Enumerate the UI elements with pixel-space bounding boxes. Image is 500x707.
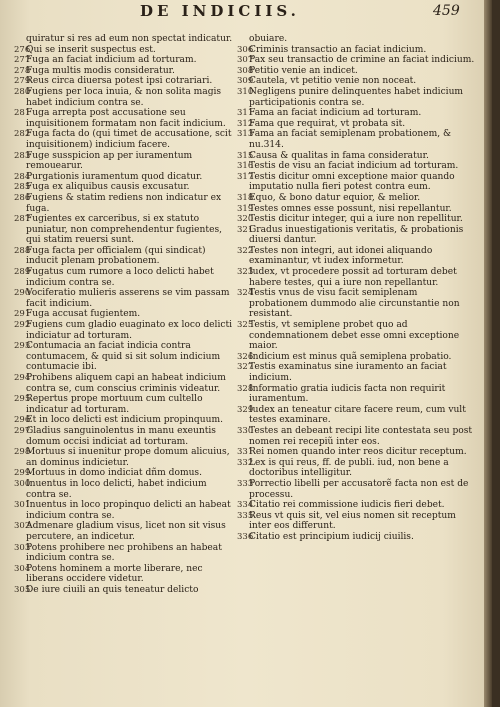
entry-text: Fugatus cum rumore a loco delicti habet indicium contra se. xyxy=(26,267,214,288)
entry-number: 328 xyxy=(237,383,254,394)
index-entry xyxy=(237,87,475,108)
entry-number: 332 xyxy=(237,457,254,468)
index-entry xyxy=(14,66,238,77)
entry-text: Gradus inuestigationis veritatis, & probationis diuersi dantur. xyxy=(249,224,464,246)
entry-text: Rei nomen quando inter reos dicitur receptum. xyxy=(249,447,467,458)
index-entry xyxy=(237,151,475,162)
entry-text: Testes an debeant recipi lite contestata seu post nomen rei recepiũ inter eos. xyxy=(249,425,473,447)
entry-number: 320 xyxy=(237,214,254,225)
entry-text: Fuga arrepta post accusatione seu inquisitionem formatam non facit indicium. xyxy=(26,108,226,129)
entry-text: Purgationis iuramentum quod dicatur. xyxy=(26,171,203,182)
index-entry xyxy=(237,458,475,479)
running-head: DE INDICIIS. xyxy=(140,2,300,20)
entry-number: 295 xyxy=(14,394,31,405)
index-entry xyxy=(14,373,238,394)
entry-text: De iure ciuili an quis teneatur delicto xyxy=(26,584,199,595)
entry-text: Testis, vt semiplene probet quo ad condemnationem debet esse omni exceptione maior. xyxy=(249,320,460,352)
index-entry xyxy=(237,129,475,150)
entry-text: Testes omnes esse possunt, nisi repellantur. xyxy=(249,203,452,214)
index-entry xyxy=(14,129,238,150)
entry-text: Fugiens per loca inuia, & non solita magis habet indicium contra se. xyxy=(26,86,222,108)
index-entry xyxy=(14,543,238,564)
entry-number: 309 xyxy=(237,76,254,87)
entry-number: 281 xyxy=(14,108,31,119)
entry-number: 282 xyxy=(14,129,31,140)
entry-number: 302 xyxy=(14,521,31,532)
index-entry xyxy=(237,161,475,172)
entry-number: 315 xyxy=(237,150,254,161)
index-entry xyxy=(237,352,475,363)
entry-number: 323 xyxy=(237,267,254,278)
continuation-line: obuiare. xyxy=(249,34,288,44)
entry-number: 291 xyxy=(14,309,31,320)
index-entry xyxy=(14,76,238,87)
entry-text: Negligens punire delinquentes habet indicium participationis contra se. xyxy=(249,86,464,108)
entry-number: 289 xyxy=(14,267,31,278)
index-entry xyxy=(237,511,475,532)
entry-text: Fuge susspicion ap per iuramentum remouearur. xyxy=(26,150,193,172)
entry-text: Fuga multis modis consideratur. xyxy=(26,65,175,76)
entry-text: Informatio gratia iudicis facta non requirit iuramentum. xyxy=(249,383,446,405)
entry-text: Testis dicitur omni exceptione maior quando imputatio nulla fieri potest contra eum. xyxy=(249,171,455,193)
entry-text: Vociferatio mulieris asserens se vim passam facit indicium. xyxy=(26,288,230,309)
entry-number: 305 xyxy=(14,584,31,595)
entry-text: Fugiens & statim rediens non indicatur ex fuga. xyxy=(26,192,222,214)
entry-text: Mortuus si inuenitur prope domum alicuius, an dominus indicietur. xyxy=(26,447,230,468)
entry-text: Fama an faciat semiplenam probationem, & nu.314. xyxy=(249,129,452,150)
entry-number: 333 xyxy=(237,478,254,489)
entry-text: Porrectio libelli per accusatorẽ facta non est de processu. xyxy=(249,478,469,500)
entry-text: Pax seu transactio de crimine an faciat indicium. xyxy=(249,55,475,66)
entry-text: Testis dicitur integer, qui a iure non repellitur. xyxy=(249,214,463,225)
entry-text: Fuga accusat fugientem. xyxy=(26,309,141,320)
index-entry xyxy=(14,500,238,521)
entry-number: 326 xyxy=(237,351,254,362)
entry-text: Fugientes ex carceribus, si ex statuto puniatur, non comprehendentur fugientes, qui statim reuersi sunt. xyxy=(26,214,223,246)
entry-number: 293 xyxy=(14,341,31,352)
entry-number: 313 xyxy=(237,129,254,140)
index-entry xyxy=(14,87,238,108)
entry-number: 331 xyxy=(237,447,254,458)
index-entry xyxy=(14,585,238,596)
index-entry xyxy=(237,479,475,500)
entry-text: Gladius sanguinolentus in manu exeuntis domum occisi indiciat ad torturam. xyxy=(26,425,216,447)
entry-text: Fugiens cum gladio euaginato ex loco delicti indiciatur ad torturam. xyxy=(26,320,233,341)
entry-number: 335 xyxy=(237,510,254,521)
entry-text: Lex is qui reus, ff. de publi. iud, non bene a doctoribus intelligitur. xyxy=(249,457,449,479)
index-entry xyxy=(237,246,475,267)
entry-text: Iudex an teneatur citare facere reum, cum vult testes examinare. xyxy=(249,404,466,426)
entry-text: Fuga facta do (qui timet de accusatione, scit inquisitionem) indicium facere. xyxy=(26,129,232,150)
entry-number: 308 xyxy=(237,65,254,76)
entry-text: Citatio est principium iudicij ciuilis. xyxy=(249,531,414,542)
entry-number: 304 xyxy=(14,563,31,574)
entry-number: 327 xyxy=(237,362,254,373)
index-entry xyxy=(237,288,475,320)
index-entry xyxy=(14,309,238,320)
index-entry xyxy=(14,108,238,129)
entry-text: Contumacia an faciat indicia contra contumacem, & quid si sit solum indicium contumacie ibi. xyxy=(26,341,221,373)
continuation-line: quiratur si res ad eum non spectat indicatur. xyxy=(26,34,233,44)
entry-number: 280 xyxy=(14,86,31,97)
index-entry xyxy=(237,204,475,215)
index-entry xyxy=(14,246,238,267)
index-entry xyxy=(237,384,475,405)
entry-text: Qui se inserit suspectus est. xyxy=(26,44,156,55)
entry-text: Cautela, vt petitio venie non noceat. xyxy=(249,76,417,87)
index-entry xyxy=(237,426,475,447)
entry-text: Iudex, vt procedere possit ad torturam debet habere testes, qui a iure non repellantur. xyxy=(249,267,457,288)
entry-text: Fuga ex aliquibus causis excusatur. xyxy=(26,182,190,193)
page-header xyxy=(0,2,492,24)
entry-text: Equo, & bono datur equior, & melior. xyxy=(249,192,421,203)
entry-text: Criminis transactio an faciat indicium. xyxy=(249,44,427,55)
entry-text: Reus vt quis sit, vel eius nomen sit receptum inter eos differunt. xyxy=(249,510,456,532)
entry-number: 294 xyxy=(14,373,31,383)
index-entry xyxy=(14,394,238,415)
index-entry xyxy=(14,55,238,66)
index-entry xyxy=(237,214,475,225)
index-entry xyxy=(237,225,475,246)
index-entry xyxy=(237,267,475,288)
index-entry xyxy=(237,66,475,77)
index-entry xyxy=(14,479,238,500)
index-entry xyxy=(237,45,475,56)
index-entry xyxy=(14,151,238,172)
entry-text: Repertus prope mortuum cum cultello indicatur ad torturam. xyxy=(26,394,203,415)
index-entry xyxy=(14,468,238,479)
entry-list xyxy=(14,45,238,596)
entry-number: 334 xyxy=(237,500,254,511)
entry-text: Inuentus in loco delicti, habet indicium contra se. xyxy=(26,478,207,500)
index-entry xyxy=(14,320,238,341)
index-entry xyxy=(14,172,238,183)
index-entry xyxy=(237,108,475,119)
entry-text: Potens hominem a morte liberare, nec liberans occidere videtur. xyxy=(26,563,203,585)
entry-text: Fama que requirat, vt probata sit. xyxy=(249,118,406,129)
entry-number: 298 xyxy=(14,447,31,458)
index-entry xyxy=(237,193,475,204)
index-entry xyxy=(14,193,238,214)
index-entry xyxy=(237,76,475,87)
index-entry xyxy=(237,320,475,352)
entry-number: 297 xyxy=(14,425,31,436)
entry-text: Causa & qualitas in fama consideratur. xyxy=(249,150,429,161)
entry-number: 286 xyxy=(14,192,31,203)
entry-text: Prohibens aliquem capi an habeat indicium contra se, cum conscius criminis videatur. xyxy=(26,373,226,394)
entry-number: 319 xyxy=(237,203,254,214)
entry-number: 336 xyxy=(237,531,254,542)
entry-text: Fuga an faciat indicium ad torturam. xyxy=(26,55,197,66)
entry-number: 330 xyxy=(237,425,254,436)
entry-number: 283 xyxy=(14,150,31,161)
index-entry xyxy=(14,267,238,288)
entry-text: Inuentus in loco propinquo delicti an habeat indicium contra se. xyxy=(26,500,231,521)
entry-text: Indicium est minus quã semiplena probatio. xyxy=(249,351,452,362)
entry-text: Testis de visu an faciat indicium ad torturam. xyxy=(249,161,459,172)
index-entry xyxy=(14,45,238,56)
entry-number: 279 xyxy=(14,76,31,87)
entry-number: 311 xyxy=(237,108,254,119)
entry-number: 321 xyxy=(237,224,254,235)
entry-number: 285 xyxy=(14,182,31,193)
index-entry xyxy=(237,447,475,458)
index-entry xyxy=(14,341,238,373)
index-entry xyxy=(237,405,475,426)
entry-text: Mortuus in domo indiciat dñm domus. xyxy=(26,468,202,479)
entry-number: 306 xyxy=(237,44,254,55)
index-entry xyxy=(14,288,238,309)
entry-text: Fama an faciat indicium ad torturam. xyxy=(249,108,422,119)
index-entry xyxy=(237,362,475,383)
entry-number: 324 xyxy=(237,288,254,299)
index-entry xyxy=(14,214,238,246)
entry-number: 310 xyxy=(237,86,254,97)
entry-number: 300 xyxy=(14,478,31,489)
entry-number: 299 xyxy=(14,468,31,479)
entry-number: 318 xyxy=(237,192,254,203)
index-entry xyxy=(14,521,238,542)
index-entry xyxy=(14,426,238,447)
entry-number: 325 xyxy=(237,320,254,331)
entry-text: Testes non integri, aut idonei aliquando examinantur, vt iudex informetur. xyxy=(249,245,433,267)
index-entry xyxy=(14,447,238,468)
index-entry xyxy=(237,119,475,130)
entry-list xyxy=(237,45,475,543)
index-entry xyxy=(14,182,238,193)
entry-number: 290 xyxy=(14,288,31,299)
entry-text: Admenare gladium visus, licet non sit visus percutere, an indicetur. xyxy=(26,521,226,542)
entry-number: 292 xyxy=(14,320,31,331)
index-column-left xyxy=(14,34,238,595)
entry-number: 317 xyxy=(237,171,254,182)
index-entry xyxy=(237,532,475,543)
entry-number: 301 xyxy=(14,500,31,511)
entry-text: Reus circa diuersa potest ipsi cotrariari. xyxy=(26,76,213,87)
entry-number: 307 xyxy=(237,55,254,66)
entry-number: 288 xyxy=(14,245,31,256)
entry-text: Testis vnus de visu facit semiplenam probationem dummodo alie circunstantie non resistant. xyxy=(249,288,460,320)
index-entry xyxy=(237,172,475,193)
entry-number: 287 xyxy=(14,214,31,225)
index-entry xyxy=(14,564,238,585)
entry-number: 284 xyxy=(14,171,31,182)
index-column-right xyxy=(237,34,475,543)
page-number: 459 xyxy=(433,3,460,19)
entry-number: 303 xyxy=(14,542,31,553)
entry-text: Testis examinatus sine iuramento an faciat indicium. xyxy=(249,362,447,383)
index-entry xyxy=(14,415,238,426)
entry-text: Potens prohibere nec prohibens an habeat indicium contra se. xyxy=(26,542,222,564)
entry-number: 322 xyxy=(237,245,254,256)
index-entry xyxy=(237,500,475,511)
entry-text: Petitio venie an indicet. xyxy=(249,65,358,76)
entry-number: 329 xyxy=(237,404,254,415)
entry-number: 316 xyxy=(237,161,254,172)
entry-number: 312 xyxy=(237,118,254,129)
entry-number: 276 xyxy=(14,44,31,55)
index-entry xyxy=(237,55,475,66)
entry-number: 278 xyxy=(14,65,31,76)
entry-number: 277 xyxy=(14,55,31,66)
entry-text: Et in loco delicti est indicium propinquum. xyxy=(26,415,223,426)
entry-text: Citatio rei commissione iudicis fieri debet. xyxy=(249,500,445,511)
page-edge-shadow xyxy=(484,0,492,707)
entry-number: 296 xyxy=(14,415,31,426)
entry-text: Fuga facta per officialem (qui sindicat) inducit plenam probationem. xyxy=(26,245,206,267)
